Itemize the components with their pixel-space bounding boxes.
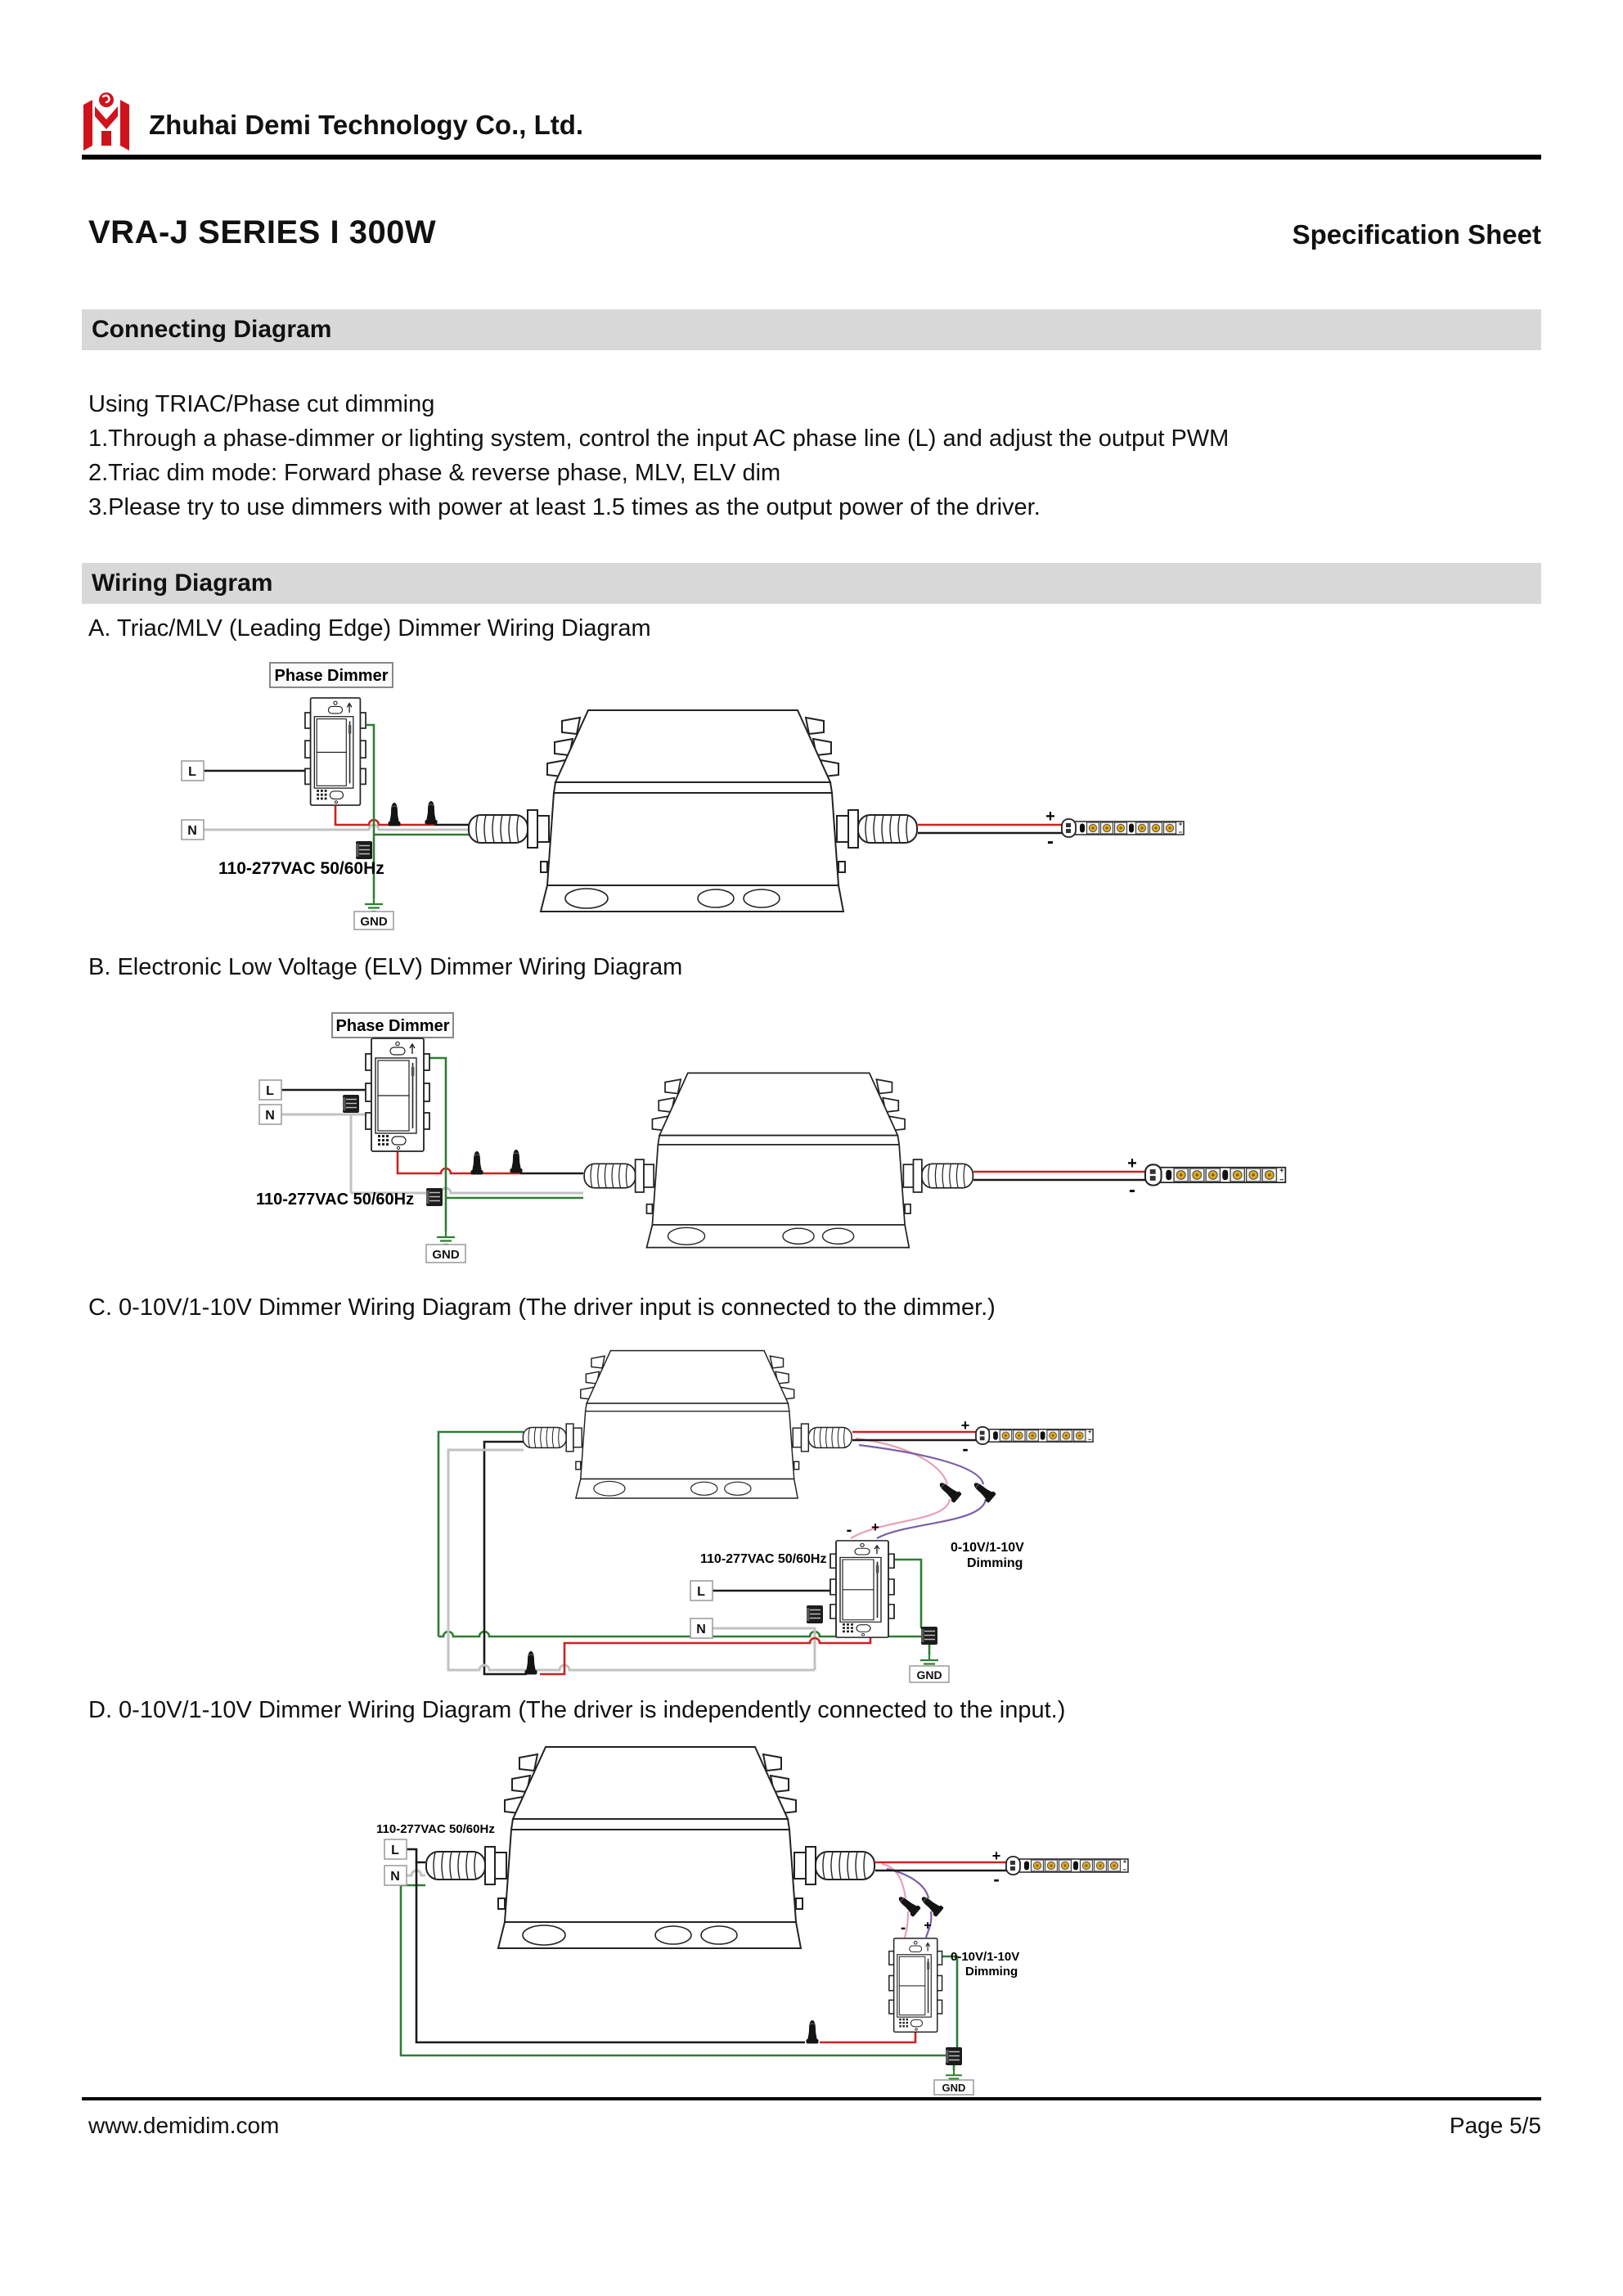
dimming-label: Dimming bbox=[965, 1965, 1018, 1979]
company-name: Zhuhai Demi Technology Co., Ltd. bbox=[149, 110, 584, 140]
led-strip bbox=[976, 1427, 1093, 1444]
voltage-label: 110-277VAC 50/60Hz bbox=[700, 1552, 827, 1566]
doc-type-label: Specification Sheet bbox=[1292, 219, 1541, 250]
output-minus-label: - bbox=[962, 1438, 969, 1459]
diagram-b bbox=[256, 1013, 1285, 1263]
led-driver bbox=[523, 1351, 852, 1498]
live-label: L bbox=[391, 1844, 399, 1857]
led-strip bbox=[1062, 819, 1184, 837]
output-minus-label: - bbox=[1129, 1179, 1135, 1201]
gnd-label: GND bbox=[942, 2082, 966, 2094]
wire-dim-plus bbox=[887, 1869, 928, 1898]
diagram-b-heading: B. Electronic Low Voltage (ELV) Dimmer Wiring Diagram bbox=[88, 954, 683, 980]
dim-plus-label: + bbox=[871, 1519, 879, 1535]
wire-live-black bbox=[484, 1442, 527, 1674]
ground-terminal-block bbox=[946, 2047, 962, 2065]
footer-page-number: Page 5/5 bbox=[1449, 2113, 1541, 2138]
diagram-a bbox=[182, 663, 1184, 930]
dim-plus-label: + bbox=[924, 1919, 932, 1933]
wall-dimmer bbox=[889, 1938, 942, 2033]
wire-dim-minus bbox=[882, 1864, 906, 1898]
page-title: VRA-J SERIES I 300W bbox=[88, 214, 437, 250]
output-plus-label: + bbox=[1045, 808, 1055, 826]
gnd-label: GND bbox=[916, 1668, 942, 1681]
ground-terminal-block bbox=[356, 841, 372, 859]
output-minus-label: - bbox=[993, 1869, 1000, 1889]
wall-dimmer bbox=[830, 1541, 894, 1637]
output-plus-label: + bbox=[1127, 1155, 1137, 1173]
dimming-label: Dimming bbox=[967, 1556, 1023, 1570]
live-label: L bbox=[266, 1084, 274, 1098]
neutral-terminal-block bbox=[343, 1095, 359, 1113]
section-connecting-diagram: Connecting Diagram bbox=[82, 309, 1541, 350]
dimming-type-label: 0-10V/1-10V bbox=[951, 1541, 1024, 1555]
ground-symbol-icon bbox=[437, 1231, 455, 1245]
dimming-type-label: 0-10V/1-10V bbox=[951, 1950, 1020, 1964]
wire-nut bbox=[807, 2020, 819, 2044]
led-driver bbox=[426, 1747, 874, 1948]
wire-dim-minus bbox=[851, 1499, 950, 1538]
ground-symbol-icon bbox=[365, 898, 383, 912]
gnd-label: GND bbox=[360, 915, 388, 929]
wire-ground bbox=[429, 1058, 583, 1231]
wire-dimmed-hot bbox=[820, 2033, 915, 2042]
output-minus-label: - bbox=[1047, 831, 1054, 853]
phase-dimmer-label: Phase Dimmer bbox=[335, 1017, 450, 1035]
wire-dimmed-hot bbox=[540, 1635, 870, 1674]
wire-nut bbox=[525, 1651, 537, 1675]
ground-terminal-block bbox=[426, 1188, 443, 1206]
diagram-d-heading: D. 0-10V/1-10V Dimmer Wiring Diagram (The driver is independently connected to the input.) bbox=[88, 1697, 1066, 1723]
voltage-label: 110-277VAC 50/60Hz bbox=[376, 1822, 495, 1836]
led-driver bbox=[469, 710, 917, 912]
led-driver bbox=[584, 1073, 973, 1247]
note-2: 2.Triac dim mode: Forward phase & reverse phase, MLV, ELV dim bbox=[88, 460, 781, 486]
led-strip bbox=[1006, 1857, 1128, 1875]
footer-rule bbox=[82, 2097, 1541, 2100]
wire-nut bbox=[471, 1151, 483, 1175]
wire-nut bbox=[425, 801, 438, 825]
live-label: L bbox=[697, 1585, 705, 1599]
voltage-label: 110-277VAC 50/60Hz bbox=[256, 1191, 415, 1209]
led-strip bbox=[1145, 1164, 1285, 1185]
neutral-label: N bbox=[187, 824, 197, 838]
wire-dimmed-hot bbox=[335, 806, 434, 825]
note-intro: Using TRIAC/Phase cut dimming bbox=[88, 391, 435, 417]
wire-dim-plus bbox=[877, 1499, 986, 1538]
dim-minus-label: - bbox=[846, 1521, 852, 1539]
note-1: 1.Through a phase-dimmer or lighting system, control the input AC phase line (L) and adjust the output PWM bbox=[88, 425, 1230, 452]
wire-neutral bbox=[281, 1114, 583, 1193]
neutral-label: N bbox=[696, 1623, 706, 1636]
voltage-label: 110-277VAC 50/60Hz bbox=[218, 859, 384, 878]
ground-terminal-block bbox=[921, 1627, 937, 1645]
diagram-d bbox=[376, 1747, 1128, 2095]
wire-nut bbox=[510, 1150, 523, 1173]
wire-nut bbox=[389, 803, 401, 826]
diagram-c bbox=[438, 1351, 1093, 1682]
section-wiring-diagram: Wiring Diagram bbox=[82, 563, 1541, 604]
dim-minus-label: - bbox=[900, 1920, 906, 1937]
live-label: L bbox=[188, 765, 196, 779]
wire-dimmed-hot bbox=[398, 1152, 520, 1173]
wire-live bbox=[407, 1849, 425, 1862]
neutral-label: N bbox=[390, 1870, 400, 1884]
wall-dimmer bbox=[305, 698, 366, 805]
gnd-label: GND bbox=[432, 1248, 460, 1262]
output-plus-label: + bbox=[960, 1417, 970, 1434]
diagram-a-heading: A. Triac/MLV (Leading Edge) Dimmer Wiring Diagram bbox=[88, 615, 651, 642]
footer-website: www.demidim.com bbox=[88, 2113, 280, 2138]
neutral-label: N bbox=[265, 1109, 275, 1123]
output-plus-label: + bbox=[991, 1848, 1001, 1864]
wire-dim-minus bbox=[856, 1438, 947, 1484]
note-3: 3.Please try to use dimmers with power at least 1.5 times as the output power of the driver. bbox=[88, 494, 1041, 520]
neutral-terminal-block bbox=[807, 1605, 823, 1623]
phase-dimmer-label: Phase Dimmer bbox=[274, 667, 389, 685]
diagram-c-heading: C. 0-10V/1-10V Dimmer Wiring Diagram (The driver input is connected to the dimmer.) bbox=[88, 1294, 996, 1321]
wall-dimmer bbox=[366, 1038, 429, 1151]
